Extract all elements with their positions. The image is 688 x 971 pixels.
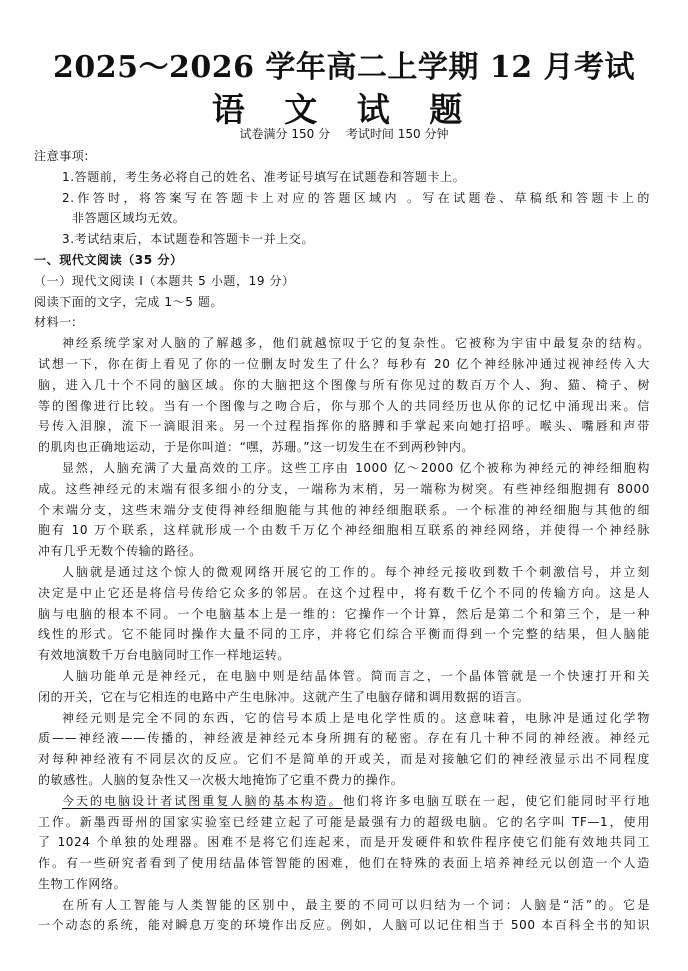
passage <box>38 333 650 936</box>
passage-line <box>38 500 650 521</box>
notes-heading: 注意事项: <box>34 149 90 163</box>
passage-line <box>38 354 650 375</box>
passage-text: 工作。新墨西哥州的国家实验室已经建立起了可能是最强有力的超级电脑。它的名字叫 TF—1，使用 <box>38 814 650 829</box>
passage-line <box>38 728 650 749</box>
passage-line <box>38 874 650 895</box>
passage-text: 闭的开关，它在与它相连的电路中产生电脉冲。这就产生了电脑存储和调用数据的语言。 <box>38 689 530 704</box>
notes-item: 1.答题前，考生务必将自己的姓名、准考证号填写在试题卷和答题卡上。 <box>62 169 466 184</box>
reading-instruction: 阅读下面的文字，完成 1～5 题。 <box>34 294 224 309</box>
passage-text: 等的图像进行比较。当有一个图像与之吻合后，你与那个人的共同经历也从你的记忆中涌现出来。信 <box>38 398 650 413</box>
passage-text: 显然，人脑充满了大量高效的工序。这些工序由 1000 亿～2000 亿个被称为神经元的神经细胞构 <box>62 460 650 475</box>
passage-text: 在所有人工智能与人类智能的区别中，最主要的不同可以归结为一个词：人脑是“活”的。它是 <box>62 897 650 912</box>
passage-text: 试想一下，你在街上看见了你的一位删友时发生了什么？每秒有 20 亿个神经脉冲通过视神经传入大 <box>38 356 650 371</box>
passage-line <box>38 541 650 562</box>
section-heading: 一、现代文阅读（35 分） <box>34 252 183 267</box>
passage-line <box>38 333 650 354</box>
time-limit: 考试时间 150 分钟 <box>345 127 449 141</box>
passage-text: 生物工作网络。 <box>38 876 127 891</box>
passage-text: 有效地演数千万台电脑同时工作一样地运转。 <box>38 648 291 663</box>
passage-text: 线性的形式。它不能同时操作大量不同的工序，并将它们综合平衡而得到一个完整的结果，但人脑能 <box>38 627 650 642</box>
passage-text: 他们将许多电脑互联在一起，使它们能同时平行地 <box>342 793 650 808</box>
passage-line <box>38 416 650 437</box>
passage-text: 的敏感性。人脑的复杂性又一次极大地掩饰了它重不费力的操作。 <box>38 772 404 787</box>
passage-line <box>38 645 650 666</box>
passage-text: 脑与电脑的根本不同。一个电脑基本上是一维的：它操作一个计算，然后是第二个和第三个，是一种 <box>38 606 650 621</box>
subject-title: 语 文 试 题 <box>211 90 477 129</box>
passage-text: 神经元则是完全不同的东西，它的信号本质上是电化学性质的。这意味着，电脉冲是通过化学物 <box>62 710 650 725</box>
passage-line <box>38 832 650 853</box>
passage-text: 作。有一些研究者看到了使用结晶体管智能的困难，他们在特殊的表面上培养神经元以创造一个人造 <box>38 856 650 871</box>
passage-line <box>38 458 650 479</box>
passage-text: 人脑功能单元是神经元，在电脑中则是结晶体管。简而言之，一个晶体管就是一个快速打开和关 <box>62 668 650 683</box>
passage-text: 脑，进入几十个不同的脑区域。你的大脑把这个图像与所有你见过的数百万个人、狗、猫、椅子、树 <box>38 377 650 392</box>
material-label: 材料一: <box>34 315 77 330</box>
passage-line <box>38 895 650 916</box>
passage-text: 成。这些神经元的末端有很多细小的分支，一端称为末梢，另一端称为树突。有些神经细胞拥有 8000 <box>38 481 650 496</box>
passage-line <box>38 687 650 708</box>
notes-item: 3.考试结束后，本试题卷和答题卡一并上交。 <box>62 232 315 247</box>
passage-text: 的肌肉也正确地运动，于是你叫道：“嘿，苏珊。”这一切发生在不到两秒钟内。 <box>38 440 475 455</box>
passage-text: 决定是中止它还是将信号传给它众多的邻居。在这个过程中，将有数千亿个不同的传输方向。这是人 <box>38 585 650 600</box>
passage-line <box>38 583 650 604</box>
passage-line <box>38 396 650 417</box>
passage-text: 神经系统学家对人脑的了解越多，他们就越惊叹于它的复杂性。它被称为宇宙中最复杂的结构。 <box>62 336 650 351</box>
passage-line <box>38 853 650 874</box>
passage-text: 胞有 10 万个联系，这样就形成一个由数千万亿个神经细胞相互联系的神经网络，并使得一个神经脉 <box>38 523 650 538</box>
passage-line <box>38 624 650 645</box>
passage-line <box>38 437 650 458</box>
section-subheading: （一）现代文阅读 I（本题共 5 小题，19 分） <box>34 273 295 288</box>
passage-line <box>38 479 650 500</box>
passage-line <box>38 708 650 729</box>
passage-line <box>38 604 650 625</box>
passage-line <box>38 915 650 936</box>
passage-line <box>38 749 650 770</box>
document-body <box>34 146 650 936</box>
passage-line <box>38 666 650 687</box>
exam-info <box>0 125 688 142</box>
passage-text: 个末端分支，这些末端分支使得神经细胞能与其他的神经细胞联系。一个标准的神经细胞与其他的细 <box>38 502 650 517</box>
passage-line <box>38 375 650 396</box>
passage-text: 质——神经液——传播的，神经液是神经元本身所拥有的秘密。存在有几十种不同的神经液。神经元 <box>38 731 650 746</box>
passage-text: 一个动态的系统，能对瞬息万变的环境作出反应。例如，人脑可以记住相当于 500 本百科全书的知识 <box>38 918 650 933</box>
passage-text: 人脑就是通过这个惊人的微观网络开展它的工作的。每个神经元接收到数千个刺激信号，并立刻 <box>62 564 650 579</box>
underlined-sentence: 今天的电脑设计者试图重复人脑的基本构造。 <box>62 793 343 808</box>
passage-text: 对每种神经液有不同层次的反应。它们不是简单的开或关，而是对接触它们的神经液显示出不同程度 <box>38 752 650 767</box>
notes-item: 2.作答时，将答案写在答题卡上对应的答题区域内 。写在试题卷、草稿纸和答题卡上的 <box>62 190 650 205</box>
passage-line <box>38 520 650 541</box>
passage-line <box>38 562 650 583</box>
passage-line <box>38 791 650 812</box>
exam-title: 2025～2026 学年高二上学期 12 月考试 <box>52 50 636 85</box>
passage-text: 冲有几乎无数个传输的路径。 <box>38 544 202 559</box>
notes-item-continued: 非答题区域均无效。 <box>72 211 186 226</box>
passage-text: 号传入泪腺，流下一滴眼泪来。另一个过程指挥你的胳膊和手掌起来向她打招呼。喉头、嘴唇和声带 <box>38 419 650 434</box>
passage-text: 了 1024 个单独的处理器。困难不是将它们连起来，而是开发硬件和软件程序使它们能有效地共同工 <box>38 835 650 850</box>
passage-line <box>38 770 650 791</box>
passage-line <box>38 812 650 833</box>
full-score: 试卷满分 150 分 <box>239 127 331 141</box>
